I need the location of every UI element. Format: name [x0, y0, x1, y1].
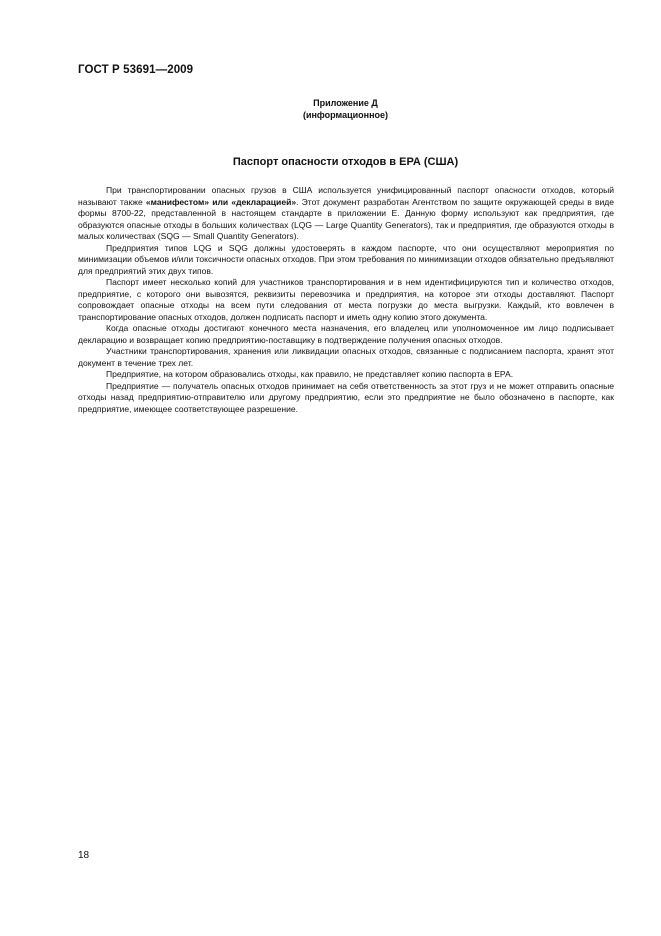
paragraph-5: Участники транспортирования, хранения или ликвидации опасных отходов, связанные с подписанием паспорта, хранят этот документ в течение трех лет.	[78, 346, 614, 368]
appendix-type: (информационное)	[302, 110, 389, 120]
section-title: Паспорт опасности отходов в ЕРА (США)	[232, 156, 459, 168]
paragraph-3: Паспорт имеет несколько копий для участников транспортирования и в нем идентифицируются тип и количество отходов, предприятие, с которого они вывозятся, реквизиты перевозчика и предприятия, на которое эти отходы доставляют. Паспорт сопровождает опасные отходы на всем пути следования от места погрузки до места выгрузки. Каждый, кто вовлечен в транспортирование опасных отходов, должен подписать паспорт и иметь одну копию этого документа.	[78, 277, 614, 322]
appendix-label: Приложение Д	[313, 98, 378, 108]
bold-term: «манифестом» или «декларацией»	[145, 196, 297, 207]
paragraph-2: Предприятия типов LQG и SQG должны удостоверять в каждом паспорте, что они осуществляют мероприятия по минимизации объемов и/или токсичности опасных отходов. При этом требования по минимизации отходов обязательно предъявляют для предприятий этих двух типов.	[78, 242, 614, 276]
paragraph-4: Когда опасные отходы достигают конечного места назначения, его владелец или уполномоченное им лицо подписывает декларацию и возвращает копию предприятию-поставщику в подтверждение получения опасных отходов.	[78, 323, 614, 345]
page-number: 18	[78, 850, 90, 861]
paragraph-1: При транспортировании опасных грузов в США используется унифицированный паспорт опасности отходов, который называют также «манифестом» или «декларацией». Этот документ разработан Агентством по защите окружающей среды в виде формы 8700-22, представленной в настоящем стандарте в приложении Е. Данную форму используют как предприятия, где образуются опасные отходы в больших количествах (LQG — Large Quantity Generators), так и предприятия, где образуются отходы в малых количествах (SQG — Small Quantity Generators).	[78, 185, 615, 241]
body-text	[78, 185, 614, 415]
paragraph-7: Предприятие — получатель опасных отходов принимает на себя ответственность за этот груз и не может отправить опасные отходы назад предприятию-отправителю или другому предприятию, если это предприятие не было обозначено в паспорте, как предприятие, имеющее соответствующее разрешение.	[78, 380, 614, 414]
document-code: ГОСТ Р 53691—2009	[78, 64, 194, 76]
paragraph-6: Предприятие, на котором образовались отходы, как правило, не представляет копию паспорта в ЕРА.	[106, 369, 514, 379]
appendix-heading	[0, 97, 661, 121]
